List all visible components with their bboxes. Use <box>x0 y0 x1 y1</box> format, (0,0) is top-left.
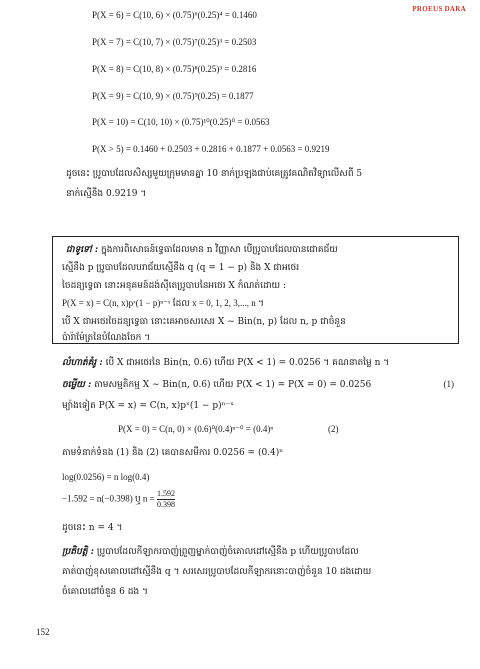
definition-line-5: បើ X ជាអថេរចៃដន្យទ្វេធា នោះគេអាចសរសេរ X ∼ Bin(n, p) ដែល n, p ជាចំនួន <box>62 317 346 327</box>
equation-p10: P(X = 10) = C(10, 10) × (0.75)¹⁰(0.25)⁰ = 0.0563 <box>92 117 270 127</box>
definition-title: ជាទូទៅ : <box>66 245 99 255</box>
definition-line-1 <box>66 244 338 257</box>
equation-number-1: (1) <box>443 379 454 389</box>
solution-line-6-text: −1.592 = n(−0.398) ឬ n = <box>62 493 158 504</box>
equation-sum: P(X > 5) = 0.1460 + 0.2503 + 0.2816 + 0.1877 + 0.0563 = 0.9219 <box>92 144 330 154</box>
equation-p8: P(X = 8) = C(10, 8) × (0.75)⁸(0.25)³ = 0.2816 <box>92 64 257 74</box>
solution-line-6 <box>62 489 175 510</box>
equation-p6: P(X = 6) = C(10, 6) × (0.75)⁶(0.25)⁴ = 0.1460 <box>92 10 257 20</box>
application-line-2: គាត់បាញ់ខុសគោលដៅស្មើនឹង q ។ សរសេរប្រូបាបដែលកីឡាករនោះបាញ់ចំនួន 10 ដងដោយ <box>62 567 372 577</box>
fraction-denominator: 0.398 <box>157 500 176 509</box>
definition-text-1: ក្នុងការពិសោធន៍ទ្វេធាដែលមាន n វិញ្ញាសា បើប្រូបាបដែលបានជោគជ័យ <box>98 245 338 255</box>
application-text-1: ប្រូបាបដែលកីឡាករបាញ់ព្រួញម្នាក់បាញ់ចំគោលដៅស្មើនឹង p ហើយប្រូបាបដែល <box>94 547 359 557</box>
solution-line-1 <box>62 379 371 392</box>
fraction <box>157 489 175 510</box>
example-text: បើ X ជាអថេរនៃ Bin(n, 0.6) ហើយ P(X < 1) = 0.0256 ។ គណនាតម្លៃ n ។ <box>102 358 390 368</box>
example-title: លំហាត់គំរូ : <box>62 358 103 368</box>
solution-text: តាមសម្មតិកម្ម X ∼ Bin(n, 0.6) ហើយ P(X < 1) = P(X = 0) = 0.0256 <box>91 380 372 390</box>
equation-p7: P(X = 7) = C(10, 7) × (0.75)⁷(0.25)³ = 0.2503 <box>92 37 257 47</box>
definition-line-2: ស្មើនឹង p ប្រូបាបដែលបរាជ័យស្មើនឹង q (q = 1 − p) និង X ជាអថេរ <box>62 263 300 273</box>
solution-line-5: log(0.0256) = n log(0.4) <box>62 472 150 482</box>
application-title: ប្រតិបត្តិ : <box>62 547 94 557</box>
running-header: PROEUS DARA <box>412 5 466 13</box>
solution-line-7: ដូចនេះ n = 4 ។ <box>62 523 123 533</box>
conclusion-line-2: នាក់ស្មើនឹង 0.9219 ។ <box>66 189 147 199</box>
equation-p9: P(X = 9) = C(10, 9) × (0.75)⁹(0.25) = 0.1877 <box>92 91 254 101</box>
solution-line-3: P(X = 0) = C(n, 0) × (0.6)⁰(0.4)ⁿ⁻⁰ = (0.4)ⁿ <box>118 424 274 434</box>
page-number: 152 <box>36 627 50 637</box>
solution-title: ចម្លើយ : <box>62 380 92 390</box>
fraction-numerator: 1.592 <box>157 489 176 498</box>
definition-line-4: P(X = x) = C(n, x)pˣ(1 − p)ⁿ⁻ˣ ដែល x = 0, 1, 2, 3,..., n ។ <box>62 298 264 308</box>
equation-number-2: (2) <box>328 424 339 434</box>
example-line <box>62 357 389 370</box>
definition-line-6: ប៉ារ៉ាម៉ែត្រនៃបំណែងចែក ។ <box>62 333 151 343</box>
conclusion-line-1: ដូចនេះ ប្រូបាបដែលសិស្សមួយក្រុមមានគ្នា 10 នាក់ប្រឡងជាប់គេត្រូវគណិតវិទ្យាលើសពី 5 <box>66 169 363 179</box>
application-line-3: ចំគោលដៅចំនួន 6 ដង ។ <box>62 587 148 597</box>
solution-line-4: តាមទំនាក់ទំនង (1) និង (2) គេបានសមីការ 0.0256 = (0.4)ⁿ <box>62 448 284 458</box>
application-line-1 <box>62 546 359 559</box>
solution-line-2: ម្យ៉ាងទៀត P(X = x) = C(n, x)pˣ(1 − p)ⁿ⁻ˣ <box>62 401 235 411</box>
definition-line-3: ចៃដន្យទ្វេធា នោះអនុគមន៍ដង់ស៊ីតេប្រូបាបនៃអថេរ X កំណត់ដោយ : <box>62 281 286 291</box>
